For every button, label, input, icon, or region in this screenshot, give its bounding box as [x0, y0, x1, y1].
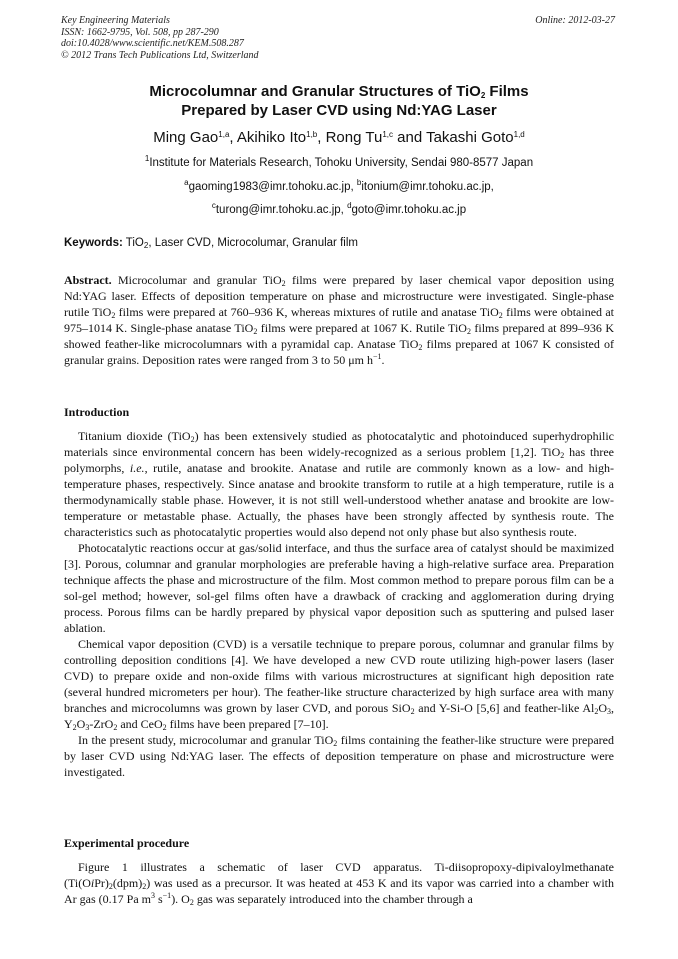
paragraph: Chemical vapor deposition (CVD) is a versatile technique to prepare porous, columnar and granular films by controlling deposition conditions [4]. We have developed a new CVD route utilizing high-power lasers (laser CVD) to prepare oxide and non-oxide films with various microstructures at significant high deposition rate (several hundred micrometers per hour). The feather-like structure characterized by high surface area with many branches and microcolumns was grown by laser CVD, and porous SiO$_2$ and Y-Si-O [5,6] and feather-like $Al_2O_3$, $Y_2O_3-ZrO_2$ and CeO$_2$ films have been prepared [7–10]. [64, 637, 614, 732]
email-line-1: $^a$gaoming1983@imr.tohoku.ac.jp, $^b$itonium@imr.tohoku.ac.jp, [184, 178, 494, 193]
journal-doi[interactable]: doi:10.4028/www.scientific.net/KEM.508.287 [61, 38, 244, 49]
online-date: Online: 2012-03-27 [535, 15, 615, 26]
author-name: Akihiko Ito [236, 129, 307, 146]
experimental-body [64, 859, 614, 907]
paragraph: Figure 1 illustrates a schematic of laser CVD apparatus. Ti-diisopropoxy-dipivaloylmethanate $(Ti(OiPr)_2(dpm)_2)$ was used as a precursor. It was heated at 453 K and its vapor was carried into a chamber with Ar gas (0.17 Pa $m^3$ $s^{-1}$). $O_2$ gas was separately introduced into the chamber through a [64, 860, 614, 907]
journal-issn: ISSN: 1662-9795, Vol. 508, pp 287-290 [61, 26, 219, 38]
abstract-label: Abstract. [64, 273, 112, 287]
abstract: Abstract. Microcolumar and granular TiO$_2$ films were prepared by laser chemical vapor deposition using Nd:YAG laser. Effects of deposition temperature on phase and microstructure were investigated. Single-phase rutile TiO$_2$ films were prepared at 760–936 K, whereas mixtures of rutile and anatase TiO$_2$ films were obtained at 975–1014 K. Single-phase anatase TiO$_2$ films were prepared at 1067 K. Rutile TiO$_2$ films prepared at 899–936 K showed feather-like microcolumnars with a pyramidal cap. Anatase TiO$_2$ films prepared at 1067 K consisted of granular grains. Deposition rates were ranged from 3 to 50 μm $h^{-1}$. [64, 273, 615, 367]
email-link[interactable]: goto@imr.tohoku.ac.jp [351, 204, 467, 216]
author-name: Rong Tu [325, 129, 383, 146]
author-name: Ming Gao [153, 129, 219, 146]
section-heading-introduction: Introduction [64, 405, 130, 419]
author-list: Ming Gao$^{1,a}$, Akihiko Ito$^{1,b}$, Rong Tu$^{1,c}$ and Takashi Goto$^{1,d}$ [153, 129, 525, 146]
paper-title: Microcolumnar and Granular Structures of TiO$_2$ Films Prepared by Laser CVD using Nd:YAG Laser [149, 83, 529, 119]
introduction-body [64, 428, 614, 780]
email-link[interactable]: turong@imr.tohoku.ac.jp, [215, 204, 348, 216]
email-link[interactable]: gaoming1983@imr.tohoku.ac.jp, [188, 181, 357, 193]
paragraph: Photocatalytic reactions occur at gas/solid interface, and thus the surface area of catalyst should be maximized [3]. Porous, columnar and granular morphologies are preferable having a high-relative surface area. Preparation technique affects the phase and microstructure of the film. Most common method to prepare porous film can be a sol-gel method; however, sol-gel films often have a drawback of cracking and agglomeration during drying process. Porous films can be hardly prepared by physical vapor deposition such as sputtering and pulsed laser ablation. [64, 541, 614, 635]
affiliation: $^1$Institute for Materials Research, Tohoku University, Sendai 980-8577 Japan [144, 154, 534, 169]
journal-name: Key Engineering Materials [61, 15, 170, 26]
section-heading-experimental: Experimental procedure [64, 836, 190, 850]
paragraph: Titanium dioxide (TiO$_2$) has been extensively studied as photocatalytic and photoinduced superhydrophilic materials since environmental concern has been widely-recognized as a serious problem [1,2]. TiO$_2$ has three polymorphs, i.e., rutile, anatase and brookite. Anatase and rutile are commonly known as a low- and high-temperature phases, respectively. Since anatase and brookite transform to rutile at a high temperature, rutile is a thermodynamically stable phase. However, it is not still well-understood whether anatase and brookite are low-temperature or metastable phase. Actually, the phases have been strongly affected by synthesis route. The characteristics such as photocatalytic properties would also depend not only phase but also synthesis route. [64, 429, 614, 539]
keywords: Keywords: TiO$_2$, Laser CVD, Microcolumar, Granular film [64, 237, 358, 250]
journal-copyright: © 2012 Trans Tech Publications Ltd, Switzerland [61, 49, 259, 61]
email-link[interactable]: itonium@imr.tohoku.ac.jp, [361, 181, 494, 193]
author-name: Takashi Goto [426, 129, 514, 146]
paragraph: In the present study, microcolumar and granular TiO$_2$ films containing the feather-like structure were prepared by laser CVD using Nd:YAG laser. The effects of deposition temperature on phase and microstructure were investigated. [64, 733, 614, 779]
journal-header [61, 15, 259, 61]
email-line-2: $^c$turong@imr.tohoku.ac.jp, $^d$goto@imr.tohoku.ac.jp [211, 201, 467, 216]
